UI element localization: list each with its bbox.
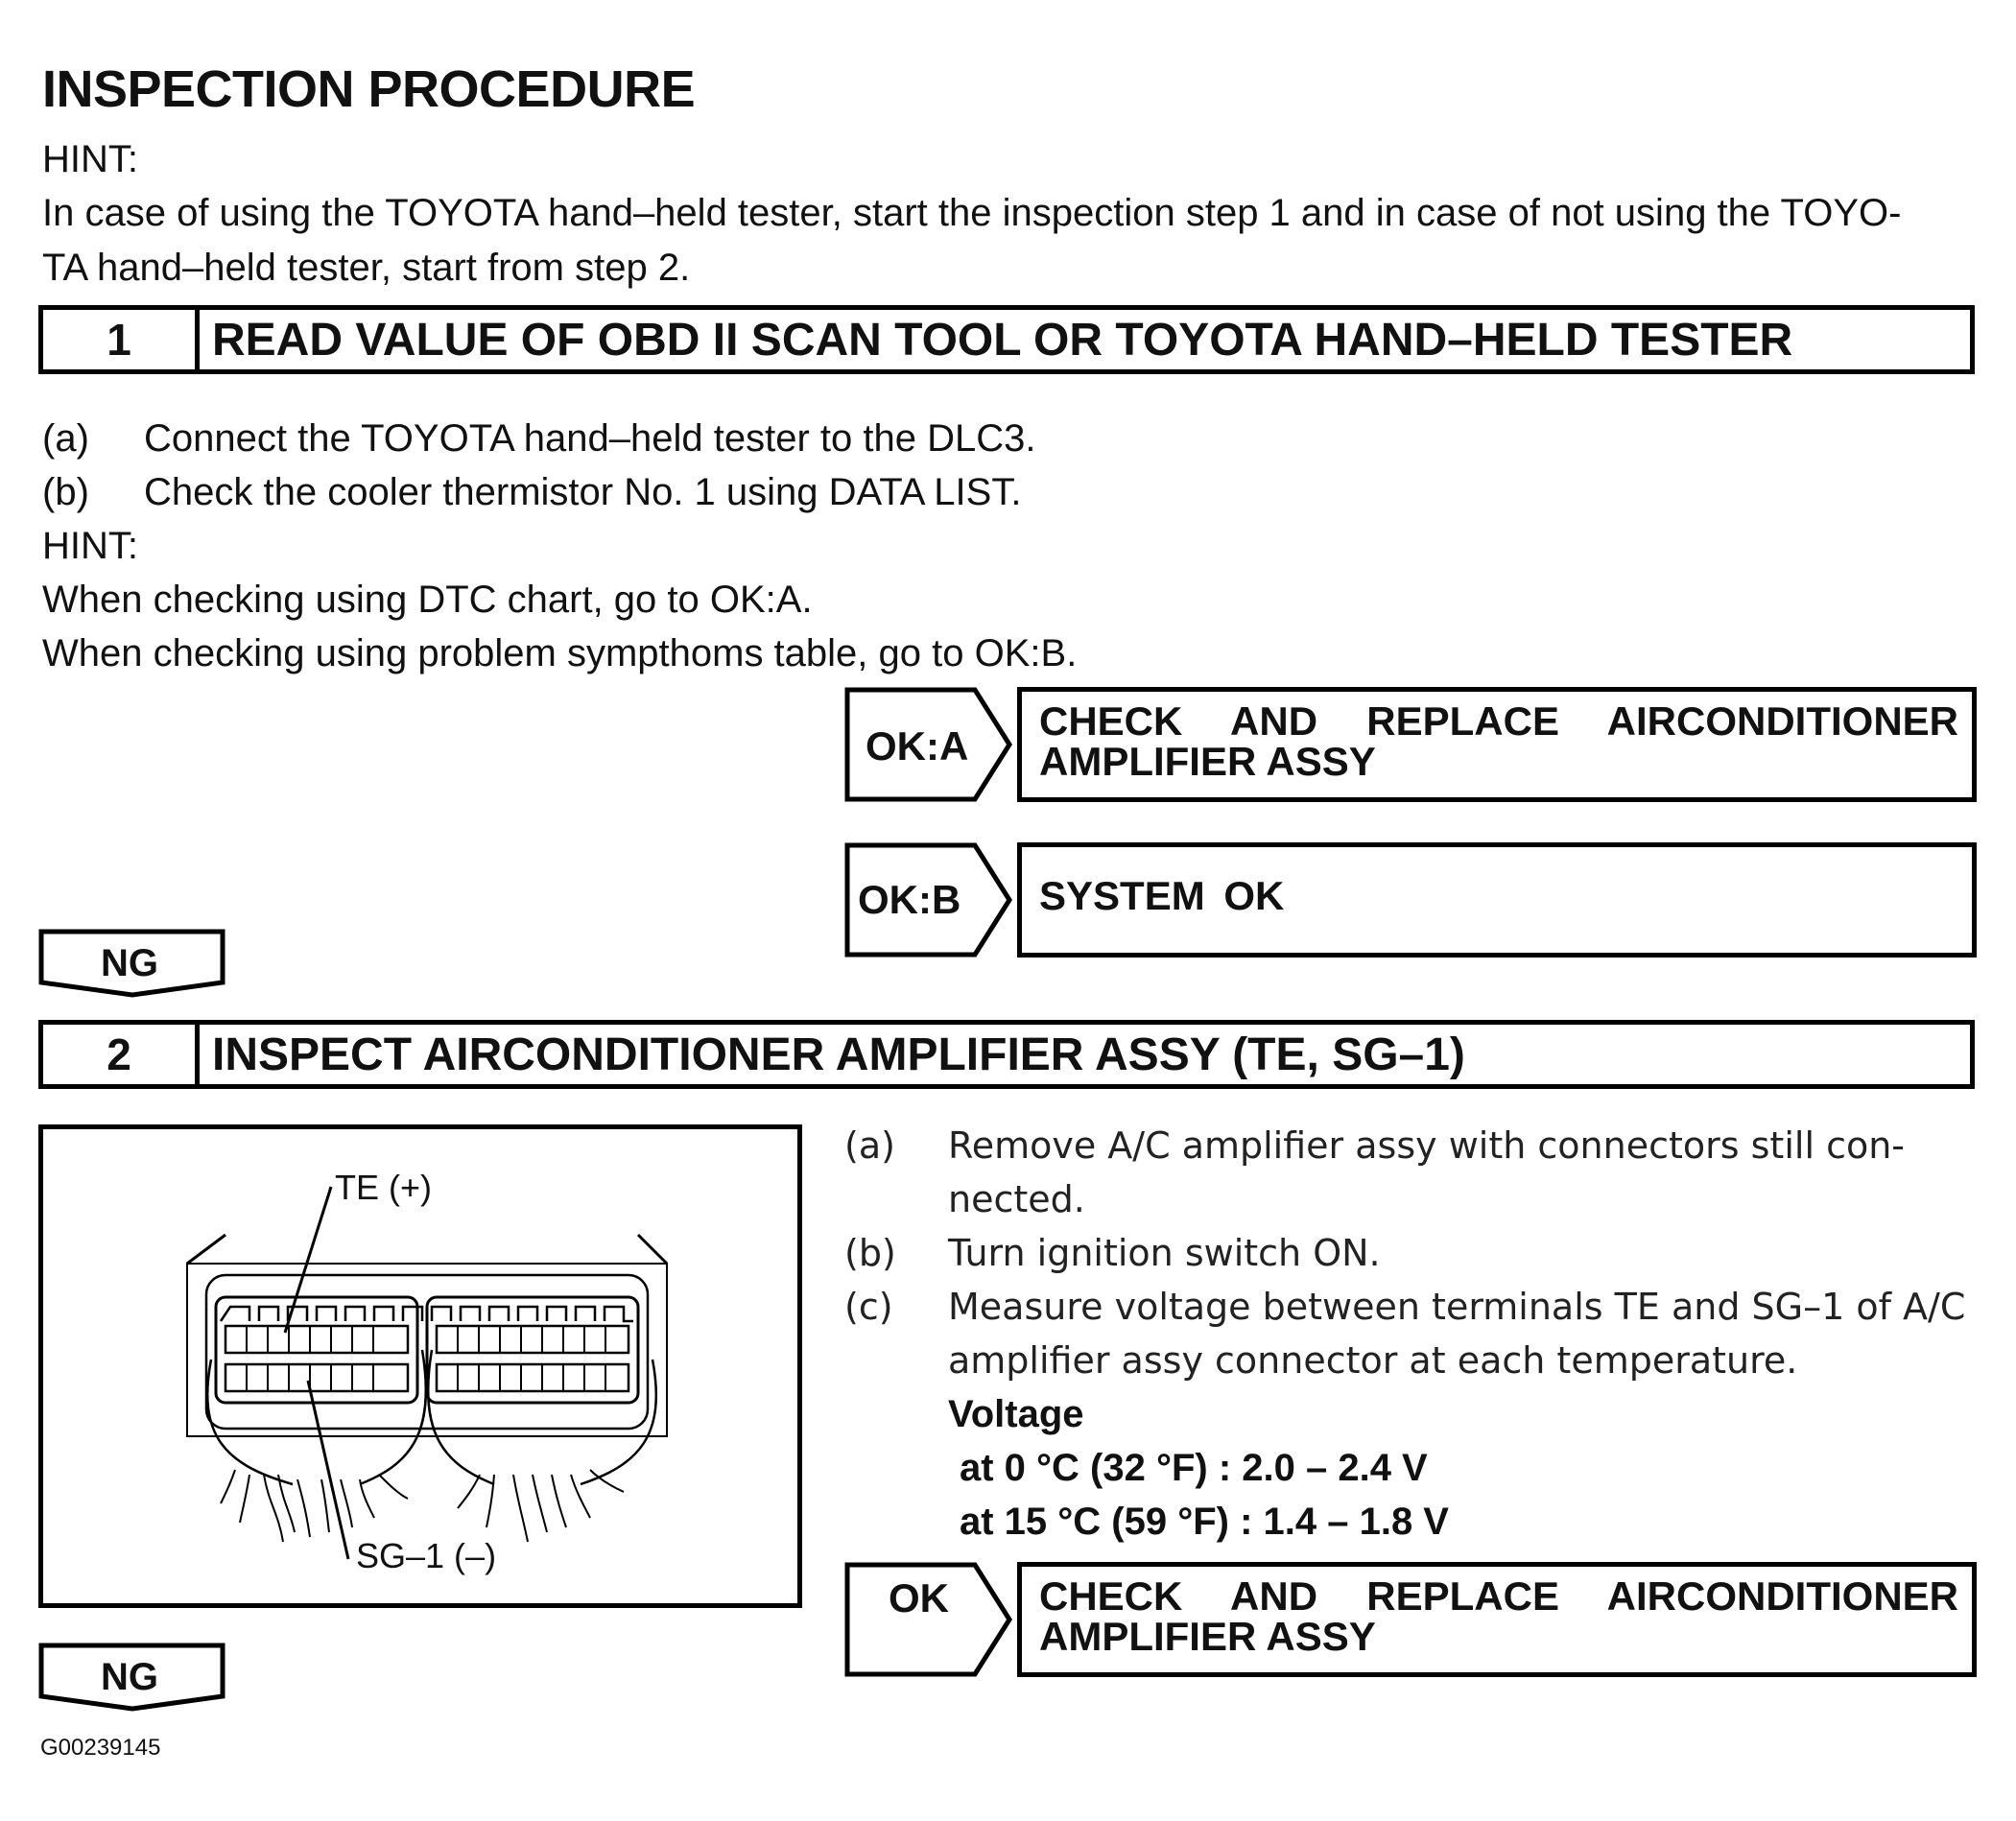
hint-label: HINT: (42, 138, 138, 180)
step2-title: INSPECT AIRCONDITIONER AMPLIFIER ASSY (TE, SG–1) (212, 1029, 1465, 1080)
step2-item-a-label: (a) (844, 1124, 895, 1167)
ok-b-arrow-box (844, 842, 1013, 958)
step1-item-b-label: (b) (42, 471, 89, 513)
intro-text-line2: TA hand–held tester, start from step 2. (42, 247, 691, 289)
ok-b-result-box (1017, 842, 1977, 958)
ok-result-line2: AMPLIFIER ASSY (1039, 1614, 1376, 1659)
step1-item-a-label: (a) (42, 417, 89, 460)
step1-hint-line1: When checking using DTC chart, go to OK:A. (42, 579, 813, 621)
page-title: INSPECTION PROCEDURE (42, 60, 696, 118)
figure-label-sg: SG–1 (–) (356, 1536, 497, 1575)
step2-item-a-line1: Remove A/C amplifier assy with connectors still con- (948, 1124, 1906, 1167)
step2-item-c-line2: amplifier assy connector at each temperature. (948, 1339, 1798, 1382)
step1-ng-marker (38, 929, 226, 998)
ok-result-text (1039, 1573, 1958, 1659)
connector-figure (38, 1124, 802, 1608)
ok-a-result-line1: CHECK AND REPLACE AIRCONDITIONER (1039, 698, 1958, 744)
step2-ng-label: NG (101, 1656, 158, 1698)
ok-result-box (1017, 1562, 1977, 1677)
step2-header (38, 1020, 1975, 1089)
figure-label-te: TE (+) (335, 1168, 433, 1207)
step1-ng-label: NG (101, 942, 158, 984)
step1-hint-label: HINT: (42, 525, 138, 567)
ok-result-line1: CHECK AND REPLACE AIRCONDITIONER (1039, 1573, 1958, 1619)
step2-ng-marker (38, 1643, 226, 1712)
step2-item-c-line1: Measure voltage between terminals TE and SG–1 of A/C (948, 1286, 1966, 1328)
step1-number: 1 (43, 310, 200, 369)
ok-b-result-line1: SYSTEM OK (1039, 873, 1285, 918)
ok-b-label: OK:B (858, 877, 961, 922)
spec-line-15c: at 15 °C (59 °F) : 1.4 – 1.8 V (960, 1501, 1449, 1543)
step1-item-b-text: Check the cooler thermistor No. 1 using DATA LIST. (144, 471, 1022, 513)
step1-hint-line2: When checking using problem sympthoms table, go to OK:B. (42, 632, 1078, 674)
step2-item-b-label: (b) (844, 1232, 896, 1274)
step1-title: READ VALUE OF OBD II SCAN TOOL OR TOYOTA HAND–HELD TESTER (212, 314, 1793, 366)
ok-label: OK (889, 1575, 949, 1620)
step2-item-c-label: (c) (844, 1286, 893, 1328)
ok-b-result-text (1039, 873, 1958, 918)
step2-number: 2 (43, 1025, 200, 1084)
ok-a-result-text (1039, 698, 1958, 784)
spec-line-0c: at 0 °C (32 °F) : 2.0 – 2.4 V (960, 1447, 1428, 1489)
ok-a-arrow-box (844, 687, 1013, 802)
spec-title: Voltage (948, 1393, 1084, 1435)
step2-item-b-line1: Turn ignition switch ON. (948, 1232, 1381, 1274)
ok-a-result-box (1017, 687, 1977, 802)
ok-a-result-line2: AMPLIFIER ASSY (1039, 739, 1376, 784)
figure-code: G00239145 (40, 1735, 161, 1761)
step1-item-a-text: Connect the TOYOTA hand–held tester to the DLC3. (144, 417, 1036, 460)
step1-header (38, 305, 1975, 374)
ok-a-label: OK:A (866, 723, 969, 769)
step2-item-a-line2: nected. (948, 1178, 1085, 1220)
ok-arrow-box (844, 1562, 1013, 1677)
intro-text-line1: In case of using the TOYOTA hand–held tester, start the inspection step 1 and in case of not using the TOYO- (42, 192, 1902, 234)
